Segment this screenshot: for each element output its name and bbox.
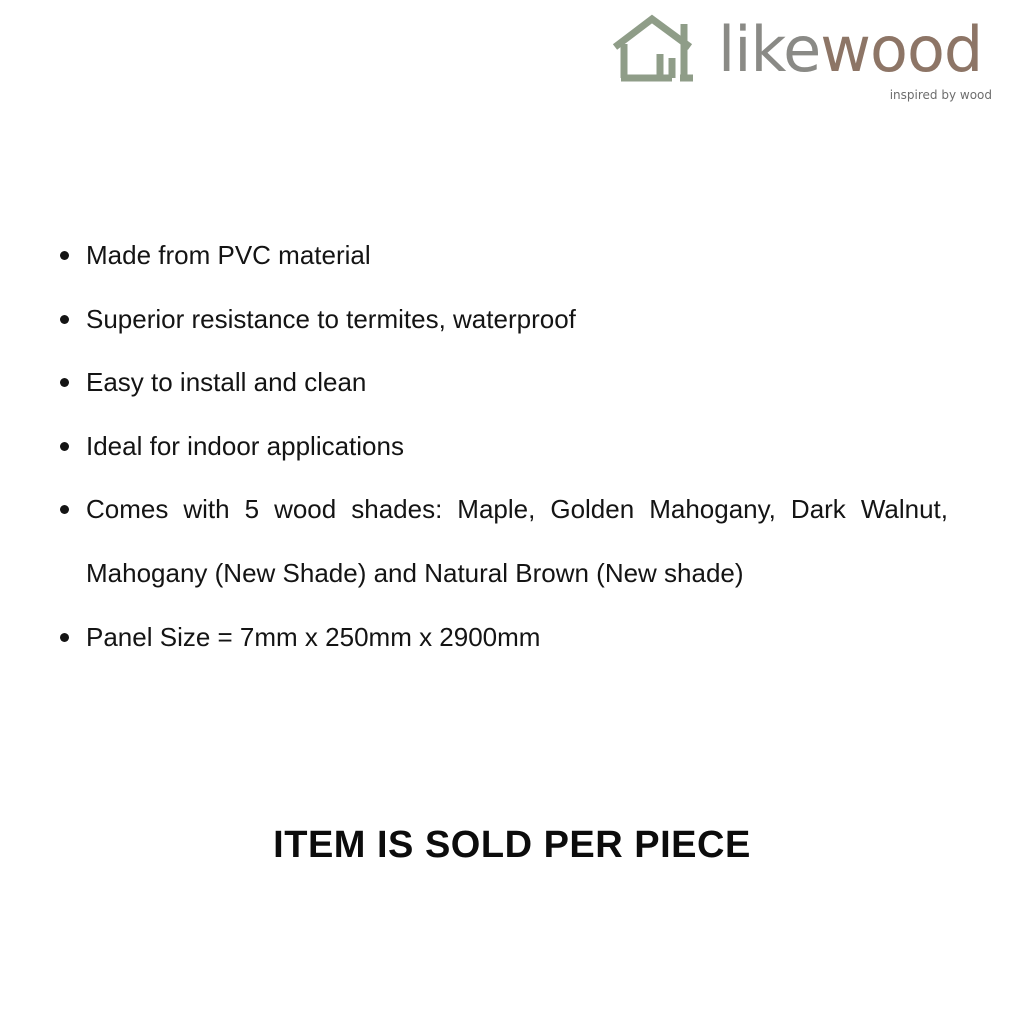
feature-list: [60, 224, 948, 669]
bullet-icon: [60, 505, 69, 514]
bullet-icon: [60, 315, 69, 324]
brand-name-wood: wood: [820, 13, 983, 86]
feature-text: Superior resistance to termites, waterproof: [86, 303, 576, 334]
sold-notice: ITEM IS SOLD PER PIECE: [273, 824, 751, 866]
list-item: [60, 478, 948, 605]
bullet-icon: [60, 378, 69, 387]
bullet-icon: [60, 633, 69, 642]
brand-logo: [612, 14, 996, 106]
house-icon: [612, 14, 698, 84]
bullet-icon: [60, 251, 69, 260]
feature-text: Ideal for indoor applications: [86, 430, 404, 461]
list-item: [60, 606, 948, 670]
feature-text: Panel Size = 7mm x 250mm x 2900mm: [86, 621, 541, 652]
brand-tagline: inspired by wood: [889, 88, 992, 102]
feature-text: Made from PVC material: [86, 240, 371, 270]
feature-text: Easy to install and clean: [86, 367, 367, 398]
list-item: [60, 351, 948, 415]
list-item: [60, 415, 948, 479]
bullet-icon: [60, 442, 69, 451]
list-item: [60, 224, 948, 288]
feature-text: Comes with 5 wood shades: Maple, Golden Mahogany, Dark Walnut, Mahogany (New Shade) and Natural Brown (New shade): [86, 494, 948, 588]
brand-name: [718, 14, 982, 86]
list-item: [60, 288, 948, 352]
brand-name-like: like: [718, 13, 821, 86]
